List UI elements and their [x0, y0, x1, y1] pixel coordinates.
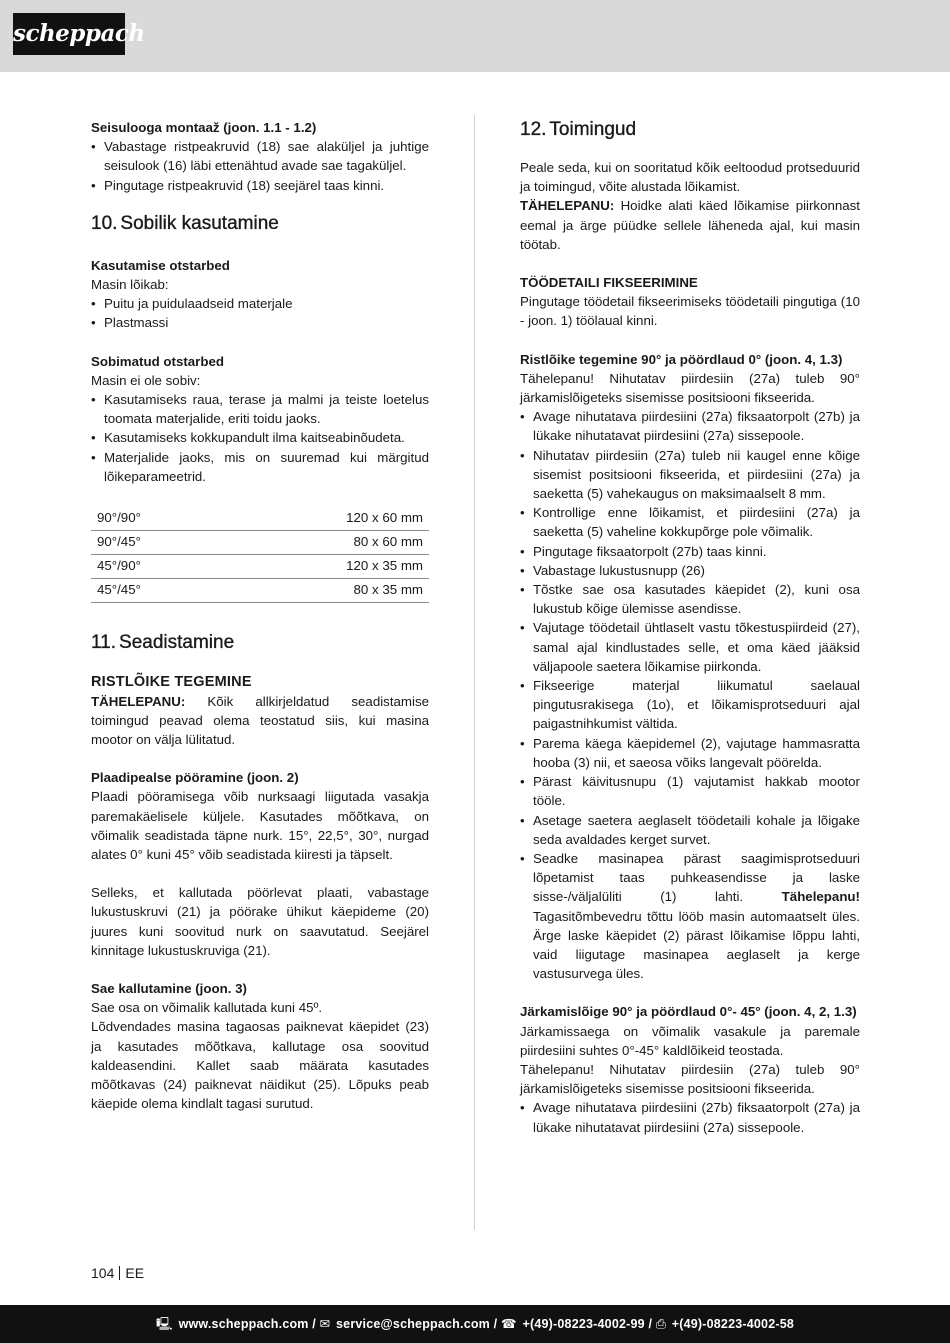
operation-warning: TÄHELEPANU: Hoidke alati käed lõikamise piirkonnast eemal ja ärge püüdke sellele läheneda ajal, kui masin töötab. [520, 198, 860, 252]
list-item: • Nihutatav piirdesiin (27a) tuleb nii kaugel enne kõige sisemist positsiooni fikseerida, et piirdesiini (27a) ja saeketta (5) vahekaugus on maksimaalselt 8 mm. [520, 446, 860, 504]
computer-icon: 🖳 [155, 1317, 173, 1331]
intended-use-intro: Masin lõikab: [91, 277, 169, 293]
list-item: • Plastmassi [91, 313, 429, 332]
table-row: 90°/90° 120 x 60 mm [91, 506, 429, 530]
crosscut-title: RISTLÕIKE TEGEMINE [91, 673, 252, 690]
table-row: 90°/45° 80 x 60 mm [91, 530, 429, 554]
table-row: 45°/45° 80 x 35 mm [91, 578, 429, 602]
fax-icon: ⎙ [655, 1317, 667, 1331]
intended-use-list [91, 294, 429, 332]
scheppach-logo: scheppach [13, 13, 125, 55]
improper-use-intro: Masin ei ole sobiv: [91, 372, 201, 388]
miter-cut-text-1: Järkamissaega on võimalik vasakule ja paremale piirdesiini suhtes 0°-45° kaldlõikeid teostada. [520, 1023, 860, 1058]
list-item: • Avage nihutatava piirdesiini (27b) fiksaatorpolt (27a) ja lükake nihutatavat piirdesiini (27a) sissepoole. [520, 1098, 860, 1136]
list-item: • Tõstke sae osa kasutades käepidet (2), kuni osa lukustub kõige ülemisse asendisse. [520, 580, 860, 618]
phone-icon: ☎ [501, 1317, 517, 1331]
miter-cut-list [520, 1098, 860, 1136]
mail-icon: ✉ [319, 1317, 331, 1331]
tilt-text-2: Lõdvendades masina tagaosas paiknevat käepidet (23) ja kasutades mõõtkava, kallutage osa soovitud kaldeasendini. Kallet saab määrata kasutades mõõtkavas (24) paiknevat näidikut (25). Lõpuks peab käepide olema kindlalt tagasi surutud. [91, 1019, 429, 1112]
turntable-text-2: Selleks, et kallutada pöörlevat plaati, vabastage lukustuskruvi (21) ja pöörake ühikut käepideme (20) juures kuni soovitud nurk on saavutatud. Seejärel kinnitage lukustuskruviga (21). [91, 885, 429, 958]
list-item: • Pingutage fiksaatorpolt (27b) taas kinni. [520, 542, 860, 561]
list-item: • Vabastage lukustusnupp (26) [520, 561, 860, 580]
footer-phone: +(49)-08223-4002-99 [522, 1317, 645, 1331]
list-item: • Vajutage töödetail ühtlaselt vastu tõkestuspiirdeid (27), samal ajal kindlustades selle, et oma käed jääksid väljapoole saetera lõikamise piirkonda. [520, 618, 860, 676]
right-column [520, 118, 860, 1137]
operation-intro: Peale seda, kui on sooritatud kõik eeltoodud protseduurid ja toimingud, võite alustada lõikamist. [520, 160, 860, 195]
improper-use-list [91, 390, 429, 486]
stand-mounting-title: Seisulooga montaaž (joon. 1.1 - 1.2) [91, 120, 317, 135]
miter-cut-title: Järkamislõige 90° ja pöördlaud 0°- 45° (joon. 4, 2, 1.3) [520, 1004, 857, 1020]
turntable-text-1: Plaadi pööramisega võib nurksaagi liigutada vasakja paremakäelisele küljele. Kasutades mõõtkava, on võimalik seadistada täpne nurk. 15°, 22,5°, 30°, nurgad alates 0° kuni 45° võib seadistada kiiresti ja täpselt. [91, 789, 429, 862]
list-item: • Kasutamiseks raua, terase ja malmi ja teiste loetelus toomata materjalide, eriti toidu jaoks. [91, 390, 429, 428]
footer-email[interactable]: service@scheppach.com [336, 1317, 490, 1331]
left-column [91, 118, 429, 1113]
list-item: • Kasutamiseks kokkupandult ilma kaitseabinõudeta. [91, 428, 429, 447]
list-item: • Parema käega käepidemel (2), vajutage hammasratta hooba (3) nii, et saeosa võiks langevalt pöörelda. [520, 734, 860, 772]
improper-use-title: Sobimatud otstarbed [91, 353, 224, 369]
workpiece-fix-text: Pingutage töödetail fikseerimiseks töödetaili pingutiga (10 - joon. 1) töölaual kinni. [520, 294, 860, 329]
list-item: • Avage nihutatava piirdesiini (27a) fiksaatorpolt (27b) ja lükake nihutatavat piirdesiini (27a) sissepoole. [520, 407, 860, 445]
list-item: • Pingutage ristpeakruvid (18) seejärel taas kinni. [91, 176, 429, 195]
footer-website[interactable]: www.scheppach.com [178, 1317, 309, 1331]
list-item: • Puitu ja puidulaadseid materjale [91, 294, 429, 313]
intended-use-title: Kasutamise otstarbed [91, 257, 230, 273]
section-heading-10: 10. Sobilik kasutamine [91, 212, 279, 234]
page-footer: 🖳 www.scheppach.com / ✉ service@scheppach.com / ☎ +(49)-08223-4002-99 / ⎙ +(49)-08223-4002-58 [0, 1305, 950, 1343]
crosscut-90-intro: Tähelepanu! Nihutatav piirdesiin (27a) tuleb 90° järkamislõigeteks sisemisse positsiooni fikseerida. [520, 370, 860, 406]
section-heading-12: 12. Toimingud [520, 119, 637, 140]
footer-fax: +(49)-08223-4002-58 [671, 1317, 795, 1331]
miter-cut-text-2: Tähelepanu! Nihutatav piirdesiin (27a) tuleb 90° järkamislõigeteks sisemisse positsiooni fikseerida. [520, 1061, 860, 1097]
list-item: • Pärast käivitusnupu (1) vajutamist hakkab mootor tööle. [520, 772, 860, 810]
crosscut-90-title: Ristlõike tegemine 90° ja pöördlaud 0° (joon. 4, 1.3) [520, 351, 843, 367]
crosscut-warning: TÄHELEPANU: Kõik allkirjeldatud seadistamise toimingud peavad olema teostatud siis, kui masina mootor on välja lülitatud. [91, 693, 429, 747]
cutting-capacity-table [91, 506, 429, 603]
turntable-title: Plaadipealse pööramine (joon. 2) [91, 770, 299, 786]
list-item: • Seadke masinapea pärast saagimisprotseduuri lõpetamist taas puhkeasendisse ja laske sisse-/väljalüliti (1) lahti. Tähelepanu! Tagasitõmbevedru tõttu lööb masin automaatselt üles. Ärge laske käepidet (2) pärast lõikamise lõppu lahti, vaid liigutage masinapea aeglaselt ja kerge vastusurvega üles. [520, 849, 860, 983]
list-item: • Materjalide jaoks, mis on suuremad kui märgitud lõikeparameetrid. [91, 448, 429, 486]
section-heading-11: 11. Seadistamine [91, 631, 235, 653]
page-number: 104 EE [91, 1265, 145, 1281]
crosscut-90-list [520, 407, 860, 983]
list-item: • Fikseerige materjal liikumatul saelaual pingutusrakisega (1o), et lõikamisprotseduuri ajal paigastnihkumist vältida. [520, 676, 860, 734]
list-item: • Asetage saetera aeglaselt töödetaili kohale ja lõigake seda avaldades kerget survet. [520, 811, 860, 849]
page-header [0, 0, 950, 72]
list-item: • Kontrollige enne lõikamist, et piirdesiini (27a) ja saeketta (5) vaheline kokkupõrge pole võimalik. [520, 503, 860, 541]
stand-mounting-list [91, 137, 429, 195]
tilt-text-1: Sae osa on võimalik kallutada kuni 45º. [91, 1000, 323, 1016]
table-row: 45°/90° 120 x 35 mm [91, 554, 429, 578]
list-item: • Vabastage ristpeakruvid (18) sae alaküljel ja juhtige seisulook (16) läbi ettenähtud avade sae tagaküljel. [91, 137, 429, 175]
workpiece-fix-title: TÖÖDETAILI FIKSEERIMINE [520, 275, 698, 291]
column-divider [474, 115, 475, 1230]
tilt-title: Sae kallutamine (joon. 3) [91, 980, 247, 996]
